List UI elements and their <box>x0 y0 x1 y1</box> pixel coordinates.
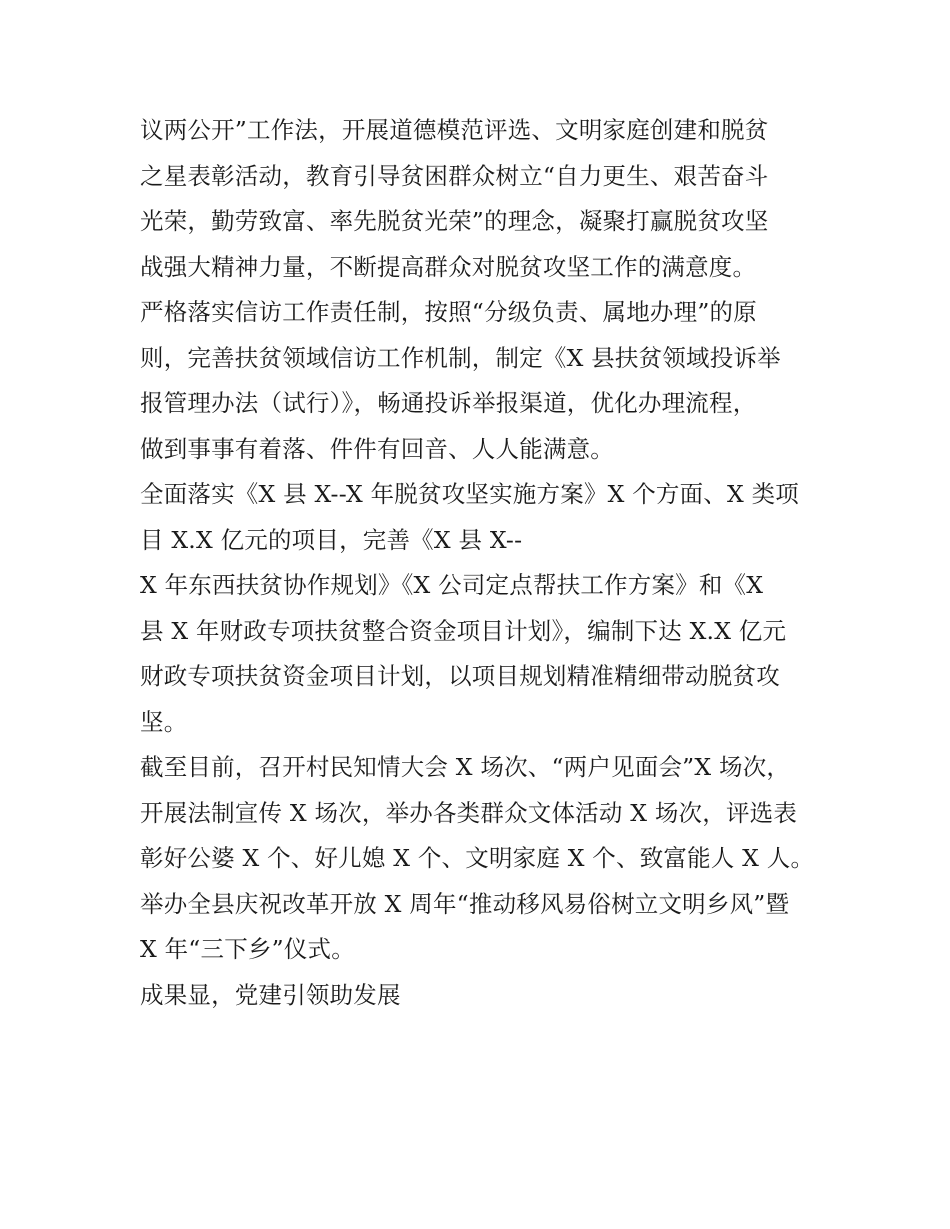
text-line: X 年东西扶贫协作规划》《X 公司定点帮扶工作方案》和《X <box>140 571 764 599</box>
text-line: 彰好公婆 X 个、好儿媳 X 个、文明家庭 X 个、致富能人 X 人。 <box>140 844 815 872</box>
text-line: 截至目前，召开村民知情大会 X 场次、“两户见面会”X 场次， <box>140 753 791 781</box>
text-line: 坚。 <box>140 707 188 736</box>
text-line: 光荣，勤劳致富、率先脱贫光荣”的理念，凝聚打赢脱贫攻坚 <box>140 207 769 235</box>
text-line: X 年“三下乡”仪式。 <box>140 935 355 963</box>
document-body <box>140 108 820 1018</box>
text-line: 开展法制宣传 X 场次，举办各类群众文体活动 X 场次，评选表 <box>140 798 798 827</box>
text-line: 报管理办法（试行）》，畅通投诉举报渠道，优化办理流程， <box>140 389 757 417</box>
text-line: 战强大精神力量，不断提高群众对脱贫攻坚工作的满意度。 <box>140 252 757 281</box>
text-line: 做到事事有着落、件件有回音、人人能满意。 <box>140 434 614 463</box>
text-line: 举办全县庆祝改革开放 X 周年“推动移风易俗树立文明乡风”暨 <box>140 889 790 918</box>
text-line: 县 X 年财政专项扶贫整合资金项目计划》，编制下达 X.X 亿元 <box>140 616 787 645</box>
text-line: 则，完善扶贫领域信访工作机制，制定《X 县扶贫领域投诉举 <box>140 343 781 372</box>
section-heading: 成果显，党建引领助发展 <box>140 980 401 1009</box>
text-line: 目 X.X 亿元的项目，完善《X 县 X-- <box>140 525 523 554</box>
text-line: 财政专项扶贫资金项目计划，以项目规划精准精细带动脱贫攻 <box>140 662 780 690</box>
text-line: 全面落实《X 县 X--X 年脱贫攻坚实施方案》X 个方面、X 类项 <box>140 480 800 508</box>
text-line: 之星表彰活动，教育引导贫困群众树立“自力更生、艰苦奋斗 <box>140 161 769 190</box>
text-line: 严格落实信访工作责任制，按照“分级负责、属地办理”的原 <box>140 298 757 326</box>
text-line: 议两公开”工作法，开展道德模范评选、文明家庭创建和脱贫 <box>140 116 769 144</box>
